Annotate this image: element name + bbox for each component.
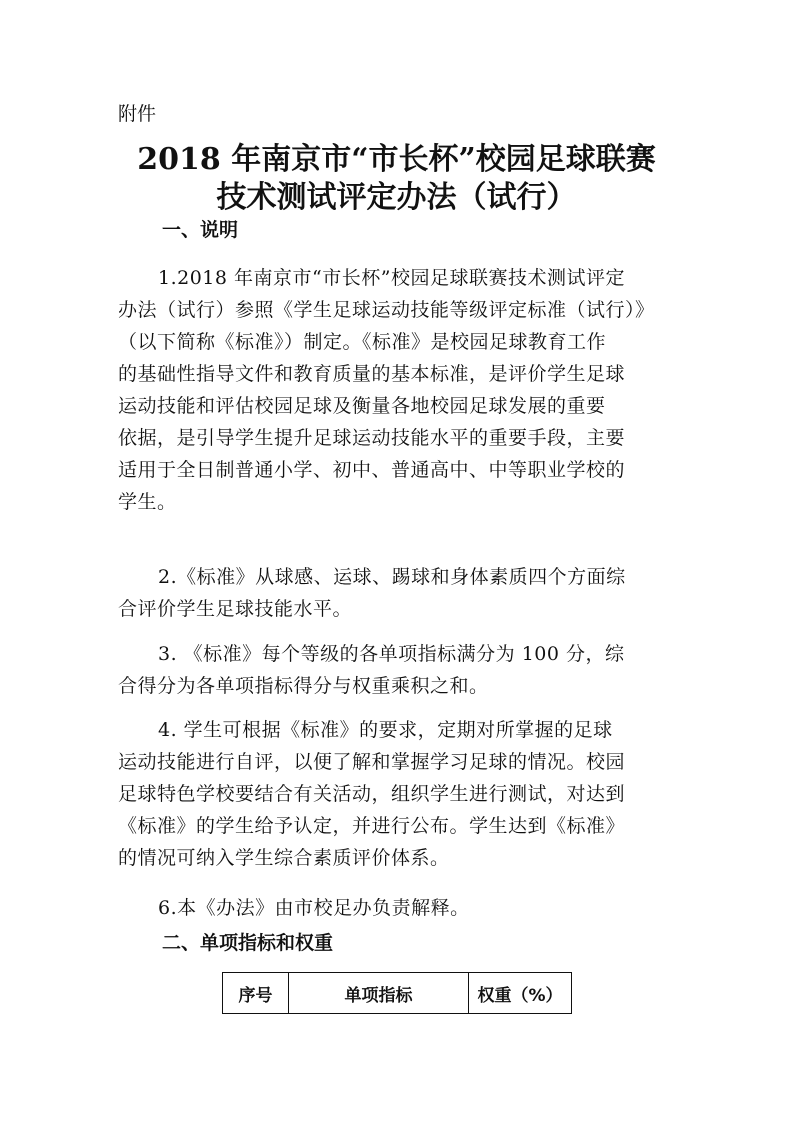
document-title-line1: 2018 年南京市“市长杯”校园足球联赛 — [137, 142, 656, 177]
paragraph-1 — [118, 262, 678, 518]
paragraph-6 — [118, 892, 678, 924]
text-line: 运动技能和评估校园足球及衡量各地校园足球发展的重要 — [118, 395, 606, 417]
text-line: 2.《标准》从球感、运球、踢球和身体素质四个方面综 — [158, 566, 626, 588]
text-line: 适用于全日制普通小学、初中、普通高中、中等职业学校的 — [118, 459, 626, 481]
paragraph-2 — [118, 561, 678, 625]
paragraph-3 — [118, 638, 678, 702]
table-header-cell: 单项指标 — [289, 973, 469, 1013]
text-line: 4. 学生可根据《标准》的要求，定期对所掌握的足球 — [158, 719, 613, 741]
indicators-table-header — [222, 972, 572, 1014]
text-line: 合评价学生足球技能水平。 — [118, 598, 353, 620]
section-heading-indicators: 二、单项指标和权重 — [162, 932, 334, 954]
text-line: 的基础性指导文件和教育质量的基本标准，是评价学生足球 — [118, 363, 626, 385]
text-line: 《标准》的学生给予认定，并进行公布。学生达到《标准》 — [118, 815, 626, 837]
section-heading-explanation: 一、说明 — [162, 219, 239, 241]
text-line: 足球特色学校要结合有关活动，组织学生进行测试，对达到 — [118, 783, 626, 805]
text-line: 1.2018 年南京市“市长杯”校园足球联赛技术测试评定 — [158, 267, 625, 289]
table-header-cell: 序号 — [223, 973, 289, 1013]
text-line: 办法（试行）参照《学生足球运动技能等级评定标准（试行）》 — [118, 299, 655, 321]
text-line: 运动技能进行自评，以便了解和掌握学习足球的情况。校园 — [118, 751, 626, 773]
text-line: 合得分为各单项指标得分与权重乘积之和。 — [118, 675, 489, 697]
text-line: 6.本《办法》由市校足办负责解释。 — [158, 897, 470, 919]
paragraph-4 — [118, 714, 678, 874]
text-line: 依据，是引导学生提升足球运动技能水平的重要手段，主要 — [118, 427, 626, 449]
attachment-label: 附件 — [118, 103, 157, 125]
text-line: （以下简称《标准》）制定。《标准》是校园足球教育工作 — [118, 331, 607, 353]
table-header-cell: 权重（%） — [477, 985, 563, 1006]
document-title-line2: 技术测试评定办法（试行） — [216, 180, 577, 215]
text-line: 学生。 — [118, 491, 177, 513]
text-line: 3. 《标准》每个等级的各单项指标满分为 100 分，综 — [158, 643, 625, 665]
text-line: 的情况可纳入学生综合素质评价体系。 — [118, 847, 450, 869]
